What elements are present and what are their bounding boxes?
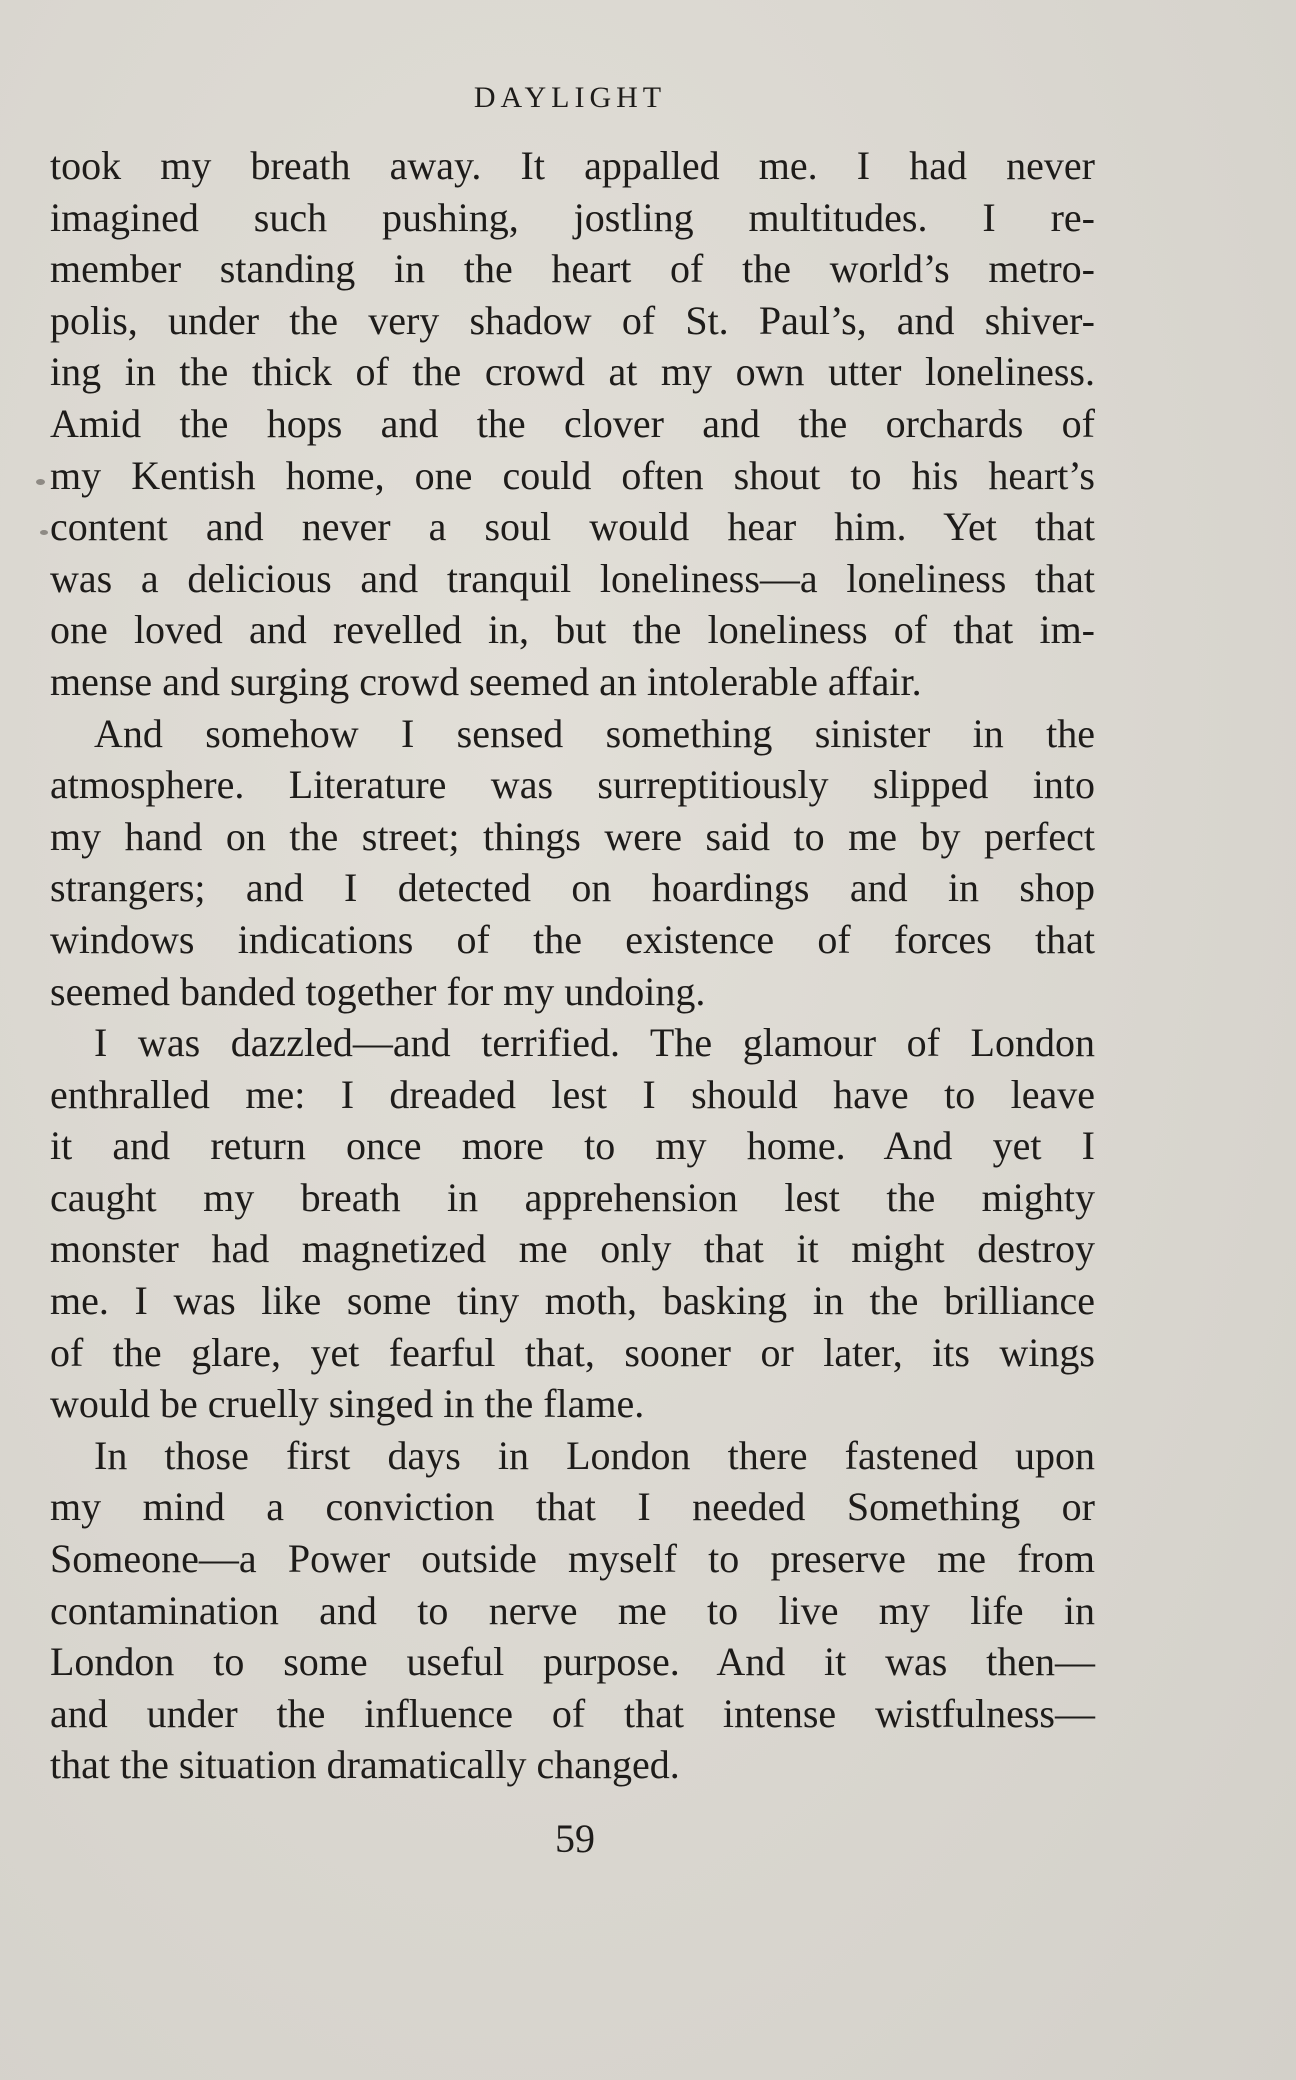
text-line: seemed banded together for my undoing. xyxy=(50,968,706,1014)
text-line: and under the influence of that intense wistfulness— xyxy=(50,1690,1095,1736)
text-line: polis, under the very shadow of St. Paul’s, and shiver- xyxy=(50,297,1095,343)
ink-speck xyxy=(36,479,45,485)
text-line: Amid the hops and the clover and the orchards of xyxy=(50,400,1095,446)
text-line: contamination and to nerve me to live my life in xyxy=(50,1587,1095,1633)
text-line: windows indications of the existence of forces that xyxy=(50,916,1095,962)
text-line: member standing in the heart of the world’s metro- xyxy=(50,246,1095,292)
text-line: one loved and revelled in, but the loneliness of that im- xyxy=(50,607,1095,653)
text-line: ing in the thick of the crowd at my own utter loneliness. xyxy=(50,349,1095,395)
text-line: that the situation dramatically changed. xyxy=(50,1742,680,1788)
text-line: In those first days in London there fastened upon xyxy=(94,1432,1095,1478)
text-line: of the glare, yet fearful that, sooner or later, its wings xyxy=(50,1329,1095,1375)
text-line: And somehow I sensed something sinister in the xyxy=(94,710,1095,756)
text-line: my hand on the street; things were said to me by perfect xyxy=(50,813,1095,859)
text-line: enthralled me: I dreaded lest I should have to leave xyxy=(50,1071,1095,1117)
running-head: DAYLIGHT xyxy=(473,81,667,114)
text-line: caught my breath in apprehension lest the mighty xyxy=(50,1174,1095,1220)
text-line: me. I was like some tiny moth, basking in the brilliance xyxy=(50,1278,1095,1324)
text-line: mense and surging crowd seemed an intolerable affair. xyxy=(50,658,922,704)
text-line: it and return once more to my home. And yet I xyxy=(50,1123,1095,1169)
text-line: imagined such pushing, jostling multitudes. I re- xyxy=(50,194,1095,240)
text-line: monster had magnetized me only that it might destroy xyxy=(50,1226,1095,1272)
ink-speck xyxy=(40,530,48,535)
text-line: took my breath away. It appalled me. I had never xyxy=(50,143,1095,188)
body-text xyxy=(50,140,1095,1791)
text-line: London to some useful purpose. And it was then— xyxy=(50,1639,1095,1685)
text-line: content and never a soul would hear him. Yet that xyxy=(50,504,1095,550)
text-line: I was dazzled—and terrified. The glamour of London xyxy=(94,1020,1095,1066)
text-line: my mind a conviction that I needed Something or xyxy=(50,1484,1095,1530)
text-line: was a delicious and tranquil loneliness—a loneliness that xyxy=(50,555,1095,601)
page-number: 59 xyxy=(555,1816,595,1861)
text-line: atmosphere. Literature was surreptitiously slipped into xyxy=(50,762,1095,808)
text-line: strangers; and I detected on hoardings and in shop xyxy=(50,865,1095,911)
text-line: my Kentish home, one could often shout to his heart’s xyxy=(50,452,1095,498)
text-line: would be cruelly singed in the flame. xyxy=(50,1381,645,1427)
text-line: Someone—a Power outside myself to preserve me from xyxy=(50,1536,1095,1582)
